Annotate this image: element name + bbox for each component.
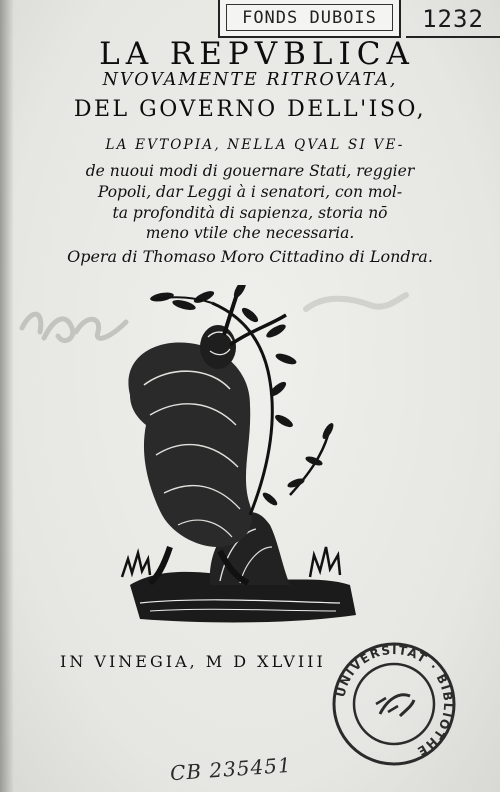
description-line-4: meno vtile che necessaria. bbox=[145, 224, 355, 242]
title-line-2: NVOVAMENTE RITROVATA, bbox=[102, 70, 398, 90]
library-label-text: FONDS DUBOIS bbox=[226, 4, 393, 31]
title-line-4: LA EVTOPIA, NELLA QVAL SI VE- bbox=[105, 137, 405, 153]
description-line-3: ta profondità di sapienza, storia nō bbox=[112, 204, 388, 222]
imprint-line: IN VINEGIA, M D XLVIII bbox=[60, 652, 326, 671]
stamp-ring-text: UNIVERSITAT · BIBLIOTHE bbox=[333, 642, 456, 759]
description-line-2: Popoli, dar Leggi à i senatori, con mol- bbox=[97, 183, 403, 201]
author-line: Opera di Thomaso Moro Cittadino di Londra. bbox=[67, 247, 433, 266]
library-label bbox=[218, 0, 401, 38]
title-line-1: LA REPVBLICA bbox=[99, 36, 415, 72]
title-line-3: DEL GOVERNO DELL'ISO, bbox=[73, 97, 427, 122]
shelf-number: 1232 bbox=[406, 2, 500, 38]
library-stamp bbox=[330, 640, 458, 768]
woodcut-illustration bbox=[100, 285, 370, 635]
handwritten-shelfmark: CB 235451 bbox=[169, 752, 293, 786]
description-line-1: de nuoui modi di gouernare Stati, reggier bbox=[85, 162, 415, 180]
